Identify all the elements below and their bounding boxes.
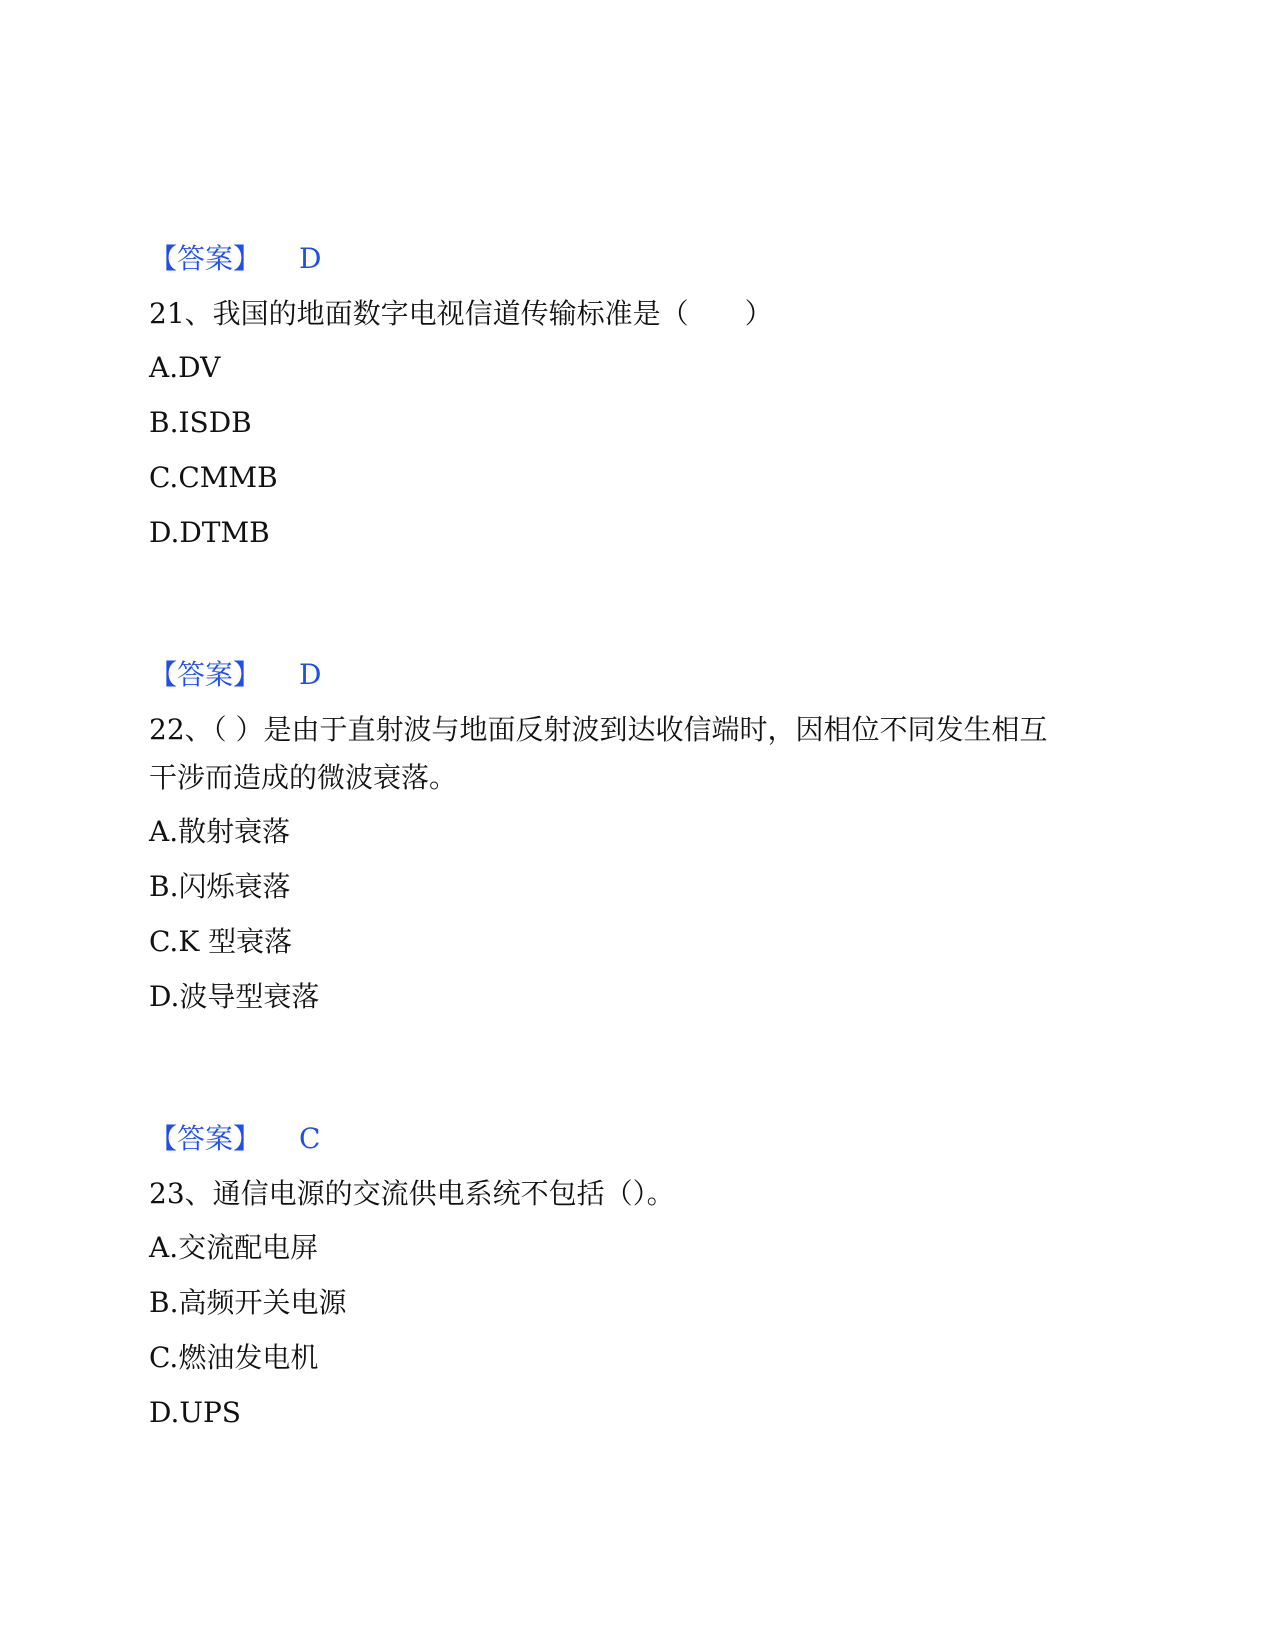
question-text-line-2: 干涉而造成的微波衰落。 xyxy=(149,761,458,794)
answer-line xyxy=(149,242,321,276)
option-c: C.燃油发电机 xyxy=(149,1341,319,1374)
option-d: D.DTMB xyxy=(149,516,270,549)
answer-value: C xyxy=(299,1122,321,1155)
answer-value: D xyxy=(299,242,322,275)
option-c: C.K 型衰落 xyxy=(149,925,293,958)
answer-label: 【答案】 xyxy=(149,658,262,691)
option-c: C.CMMB xyxy=(149,461,278,494)
option-a: A.交流配电屏 xyxy=(149,1231,319,1264)
option-d: D.UPS xyxy=(149,1396,241,1429)
question-text: 23、通信电源的交流供电系统不包括（）。 xyxy=(149,1177,675,1210)
option-b: B.高频开关电源 xyxy=(149,1286,347,1319)
question-text-line-1: 22、（ ）是由于直射波与地面反射波到达收信端时，因相位不同发生相互 xyxy=(149,713,1048,746)
option-a: A.散射衰落 xyxy=(149,815,291,848)
option-d: D.波导型衰落 xyxy=(149,980,320,1013)
answer-line xyxy=(149,658,321,692)
answer-label: 【答案】 xyxy=(149,1122,262,1155)
option-b: B.闪烁衰落 xyxy=(149,870,291,903)
answer-value: D xyxy=(299,658,322,691)
option-a: A.DV xyxy=(149,351,221,384)
option-b: B.ISDB xyxy=(149,406,252,439)
question-text: 21、我国的地面数字电视信道传输标准是（ ） xyxy=(149,297,773,330)
answer-label: 【答案】 xyxy=(149,242,262,275)
answer-line xyxy=(149,1122,320,1156)
